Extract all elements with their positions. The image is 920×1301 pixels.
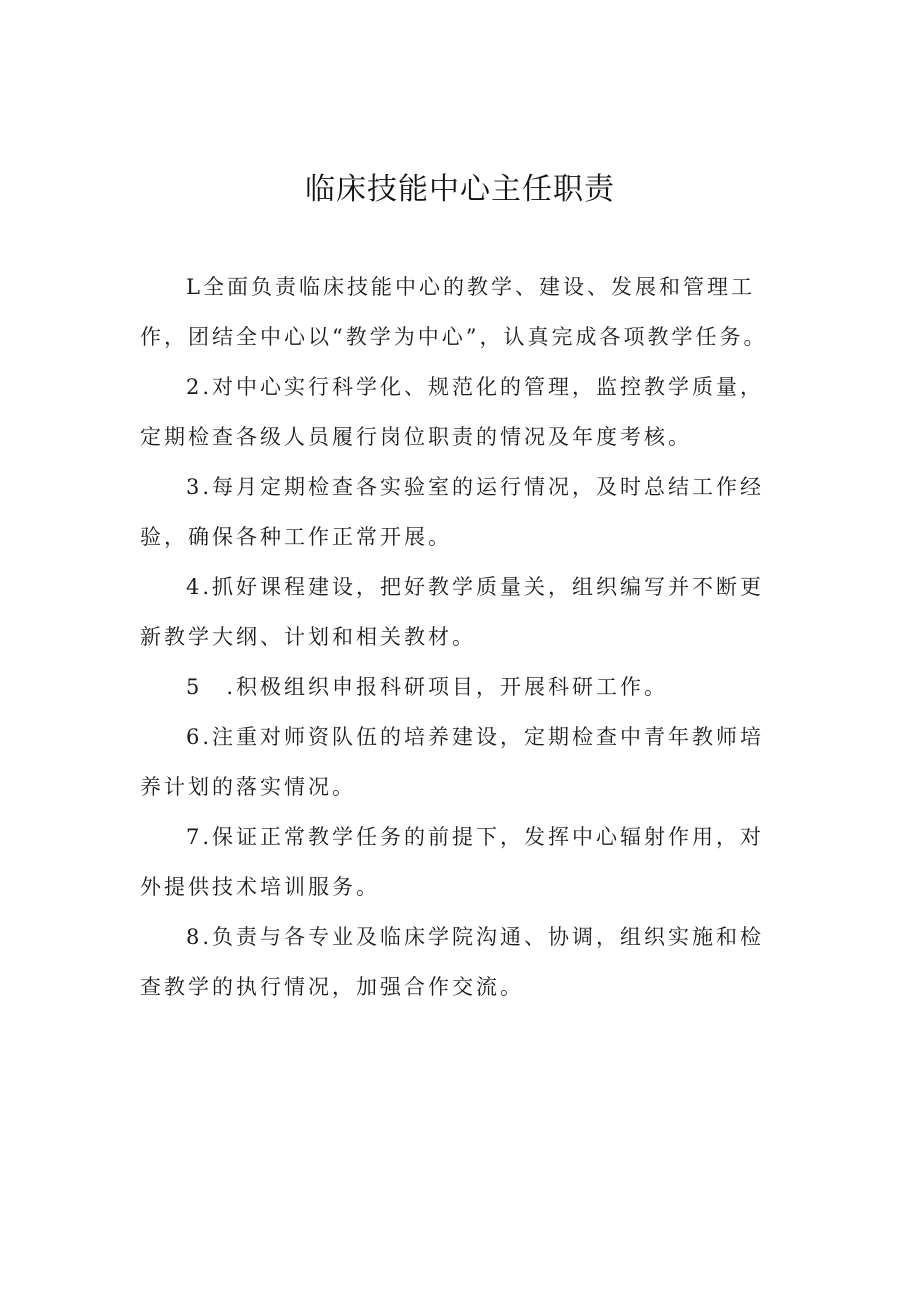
- duty-item-3: 3.每月定期检查各实验室的运行情况，及时总结工作经验，确保各种工作正常开展。: [140, 475, 765, 549]
- duty-item-4: 4.抓好课程建设，把好教学质量关，组织编写并不断更新教学大纲、计划和相关教材。: [140, 575, 765, 649]
- document-body: [140, 262, 785, 1012]
- duty-item-7: 7.保证正常教学任务的前提下，发挥中心辐射作用，对外提供技术培训服务。: [140, 825, 765, 899]
- document-title: 临床技能中心主任职责: [305, 172, 615, 207]
- duty-item-5: 5 .积极组织申报科研项目，开展科研工作。: [186, 675, 669, 699]
- duty-item-2: 2.对中心实行科学化、规范化的管理，监控教学质量，定期检查各级人员履行岗位职责的情况及年度考核。: [140, 375, 765, 449]
- duty-item-6: 6.注重对师资队伍的培养建设，定期检查中青年教师培养计划的落实情况。: [140, 725, 765, 799]
- duty-item-1: L全面负责临床技能中心的教学、建设、发展和管理工作，团结全中心以“教学为中心”，认真完成各项教学任务。: [140, 275, 768, 349]
- duty-item-8: 8.负责与各专业及临床学院沟通、协调，组织实施和检查教学的执行情况，加强合作交流。: [140, 925, 765, 999]
